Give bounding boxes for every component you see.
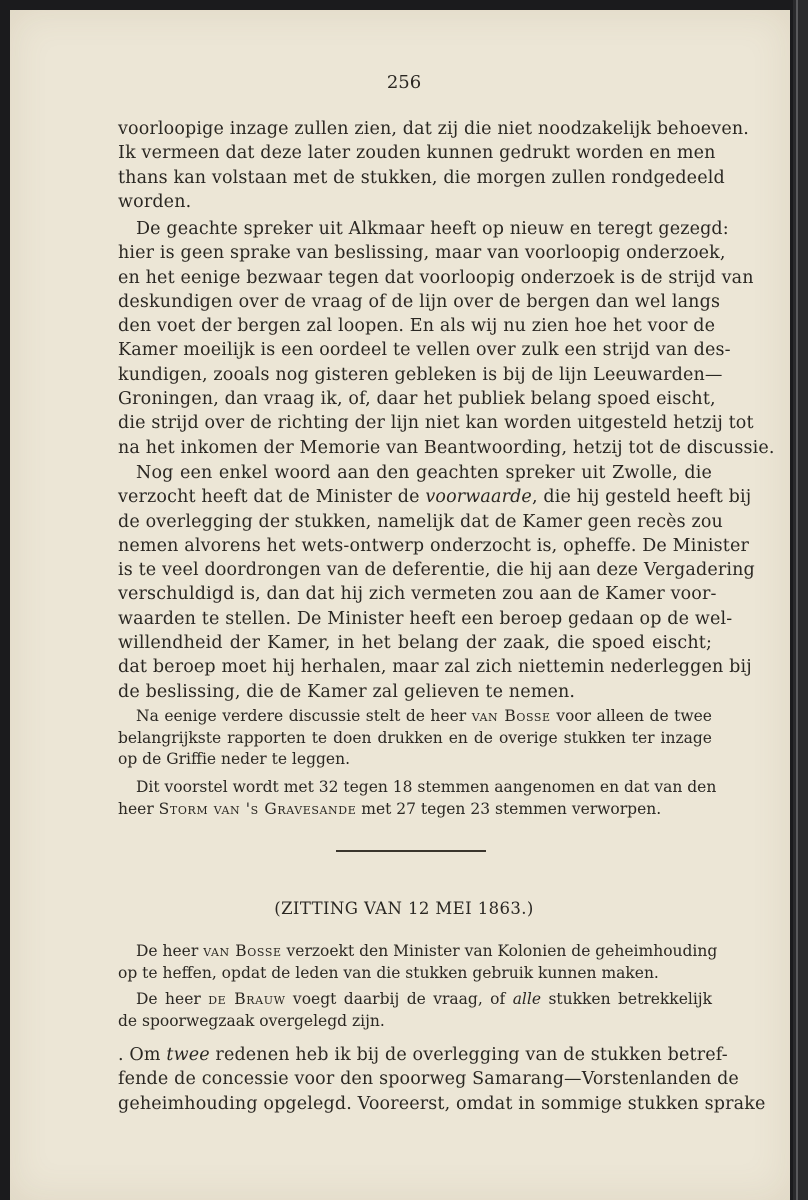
text-line: [118, 485, 752, 509]
text-line: verschuldigd is, dan dat hij zich vermeten zou aan de Kamer voor-: [118, 584, 717, 605]
text-run: stukken betrekkelijk: [541, 990, 712, 1008]
text-line: [118, 1043, 728, 1067]
text-run: De heer: [136, 990, 209, 1008]
paragraph-2: [118, 217, 775, 460]
text-line: en het eenige bezwaar tegen dat voorloopig onderzoek is de strijd van: [118, 267, 754, 288]
text-line: Kamer moeilijk is een oordeel te vellen over zulk een strijd van des-: [118, 340, 731, 361]
speaker-name: van Bosse: [203, 942, 282, 960]
text-run: voegt daarbij de vraag, of: [285, 990, 513, 1008]
text-line: Groningen, dan vraag ik, of, daar het publiek belang spoed eischt,: [118, 389, 716, 410]
text-line: De geachte spreker uit Alkmaar heeft op nieuw en teregt gezegd:: [136, 219, 729, 239]
text-line: Dit voorstel wordt met 32 tegen 18 stemmen aangenomen en dat van den: [136, 778, 717, 796]
text-line: willendheid der Kamer, in het belang der zaak, die spoed eischt;: [118, 633, 712, 654]
text-line: Nog een enkel woord aan den geachten spreker uit Zwolle, die: [136, 463, 712, 483]
session-heading: (ZITTING VAN 12 MEI 1863.): [274, 899, 534, 918]
note-2: [118, 777, 717, 820]
text-line: Ik vermeen dat deze later zouden kunnen gedrukt worden en men: [118, 143, 716, 164]
note-3: [118, 941, 718, 984]
text-line: op te heffen, opdat de leden van die stukken gebruik kunnen maken.: [118, 963, 659, 982]
speaker-name: van Bosse: [471, 707, 551, 725]
text-run: Na eenige verdere discussie stelt de heer: [136, 707, 472, 725]
text-line: fende de concessie voor den spoorweg Samarang—Vorstenlanden de: [118, 1069, 739, 1090]
text-line: den voet der bergen zal loopen. En als wij nu zien hoe het voor de: [118, 316, 716, 337]
text-line: hier is geen sprake van beslissing, maar van voorloopig onderzoek,: [118, 243, 726, 264]
text-line: op de Griffie neder te leggen.: [118, 750, 350, 768]
paragraph-3: [118, 461, 755, 704]
section-divider: [336, 850, 486, 852]
text-line: [118, 941, 718, 963]
emphasis-word: twee: [166, 1045, 210, 1065]
text-line: waarden te stellen. De Minister heeft een beroep gedaan op de wel-: [118, 608, 733, 629]
page-number: 256: [386, 72, 422, 93]
text-line: thans kan volstaan met de stukken, die morgen zullen rondgedeeld: [118, 167, 725, 188]
text-line: is te veel doordrongen van de deferentie, die hij aan deze Vergadering: [118, 560, 755, 581]
paragraph-4: [118, 1043, 766, 1116]
text-line: de overlegging der stukken, namelijk dat de Kamer geen recès zou: [118, 511, 723, 532]
text-run: De heer: [136, 942, 204, 960]
text-run: voor alleen de twee: [550, 707, 712, 725]
text-line: de beslissing, die de Kamer zal gelieven te nemen.: [118, 681, 576, 702]
text-run: verzoekt den Minister van Kolonien de geheimhouding: [281, 942, 718, 960]
text-line: [118, 799, 712, 821]
emphasis-word: voorwaarde: [425, 487, 532, 508]
text-line: geheimhouding opgelegd. Vooreerst, omdat in sommige stukken sprake: [118, 1093, 766, 1114]
text-line: worden.: [118, 191, 192, 212]
speaker-name: Storm van 's Gravesande: [158, 799, 357, 818]
text-line: [118, 989, 712, 1011]
text-line: kundigen, zooals nog gisteren gebleken is bij de lijn Leeuwarden—: [118, 364, 723, 385]
speaker-name: de Brauw: [208, 990, 286, 1008]
scan-edge-line: [796, 0, 798, 1200]
note-4: [118, 989, 712, 1032]
text-line: voorloopige inzage zullen zien, dat zij die niet noodzakelijk behoeven.: [118, 119, 749, 139]
text-run: . Om: [118, 1045, 167, 1065]
emphasis-word: alle: [512, 990, 542, 1008]
text-run: verzocht heeft dat de Minister de: [118, 487, 426, 508]
note-1: [118, 706, 712, 771]
paragraph-1: [118, 117, 749, 214]
text-line: dat beroep moet hij herhalen, maar zal zich niettemin nederleggen bij: [118, 657, 752, 678]
text-run: , die hij gesteld heeft bij: [531, 487, 752, 508]
text-run: met 27 tegen 23 stemmen verworpen.: [356, 799, 662, 818]
text-line: deskundigen over de vraag of de lijn over de bergen dan wel langs: [118, 291, 721, 312]
text-run: heer: [118, 799, 159, 818]
text-run: redenen heb ik bij de overlegging van de stukken betref-: [209, 1045, 728, 1065]
text-line: belangrijkste rapporten te doen drukken en de overige stukken ter inzage: [118, 728, 712, 747]
text-line: nemen alvorens het wets-ontwerp onderzocht is, opheffe. De Minister: [118, 535, 749, 556]
text-line: [118, 706, 712, 728]
text-line: na het inkomen der Memorie van Beantwoording, hetzij tot de discussie.: [118, 437, 775, 458]
text-line: die strijd over de richting der lijn niet kan worden uitgesteld hetzij tot: [118, 413, 754, 434]
text-line: de spoorwegzaak overgelegd zijn.: [118, 1011, 385, 1030]
